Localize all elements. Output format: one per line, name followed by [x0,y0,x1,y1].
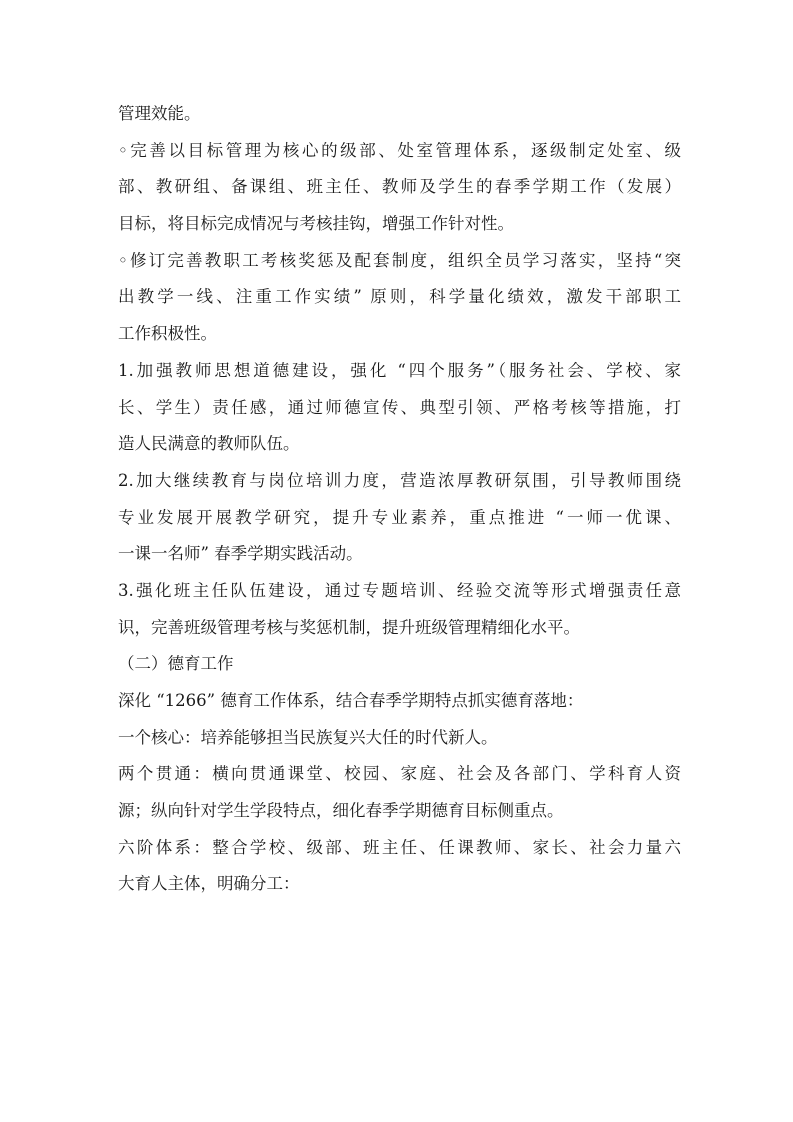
section-heading: （二）德育工作 [118,654,234,674]
text-line: 源；纵向针对学生学段特点，细化春季学期德育目标侧重点。 [118,801,564,821]
text-line: 一个核心：培养能够担当民族复兴大任的时代新人。 [118,727,498,747]
text-line: ◦修订完善教职工考核奖惩及配套制度，组织全员学习落实，坚持“突 [118,250,681,270]
text-line: 2.加大继续教育与岗位培训力度，营造浓厚教研氛围，引导教师围绕 [118,470,681,490]
text-line: 一课一名师” 春季学期实践活动。 [118,544,363,564]
text-line: 六阶体系：整合学校、级部、班主任、任课教师、家长、社会力量六 [118,837,681,857]
text-line: 目标，将目标完成情况与考核挂钩，增强工作针对性。 [118,214,514,234]
text-line: 识，完善班级管理考核与奖惩机制，提升班级管理精细化水平。 [118,617,580,637]
text-line: 部、教研组、备课组、班主任、教师及学生的春季学期工作（发展） [118,177,681,197]
text-line: 1.加强教师思想道德建设，强化 “四个服务”（服务社会、学校、家 [118,360,681,380]
text-line: 深化 “1266” 德育工作体系，结合春季学期特点抓实德育落地： [118,691,584,710]
text-line: 大育人主体，明确分工： [118,874,300,894]
text-line: 造人民满意的教师队伍。 [118,434,300,454]
text-line: 3.强化班主任队伍建设，通过专题培训、经验交流等形式增强责任意 [118,580,681,600]
text-line: 工作积极性。 [118,324,217,344]
text-line: 管理效能。 [118,104,201,123]
document-body [118,96,681,903]
text-line: 专业发展开展教学研究，提升专业素养，重点推进 “一师一优课、 [118,507,681,527]
text-line: 两个贯通：横向贯通课堂、校园、家庭、社会及各部门、学科育人资 [118,764,681,784]
text-line: 出教学一线、注重工作实绩” 原则，科学量化绩效，激发干部职工 [118,287,681,307]
text-line: 长、学生）责任感，通过师德宣传、典型引领、严格考核等措施，打 [118,397,681,417]
text-line: ◦完善以目标管理为核心的级部、处室管理体系，逐级制定处室、级 [118,140,681,160]
